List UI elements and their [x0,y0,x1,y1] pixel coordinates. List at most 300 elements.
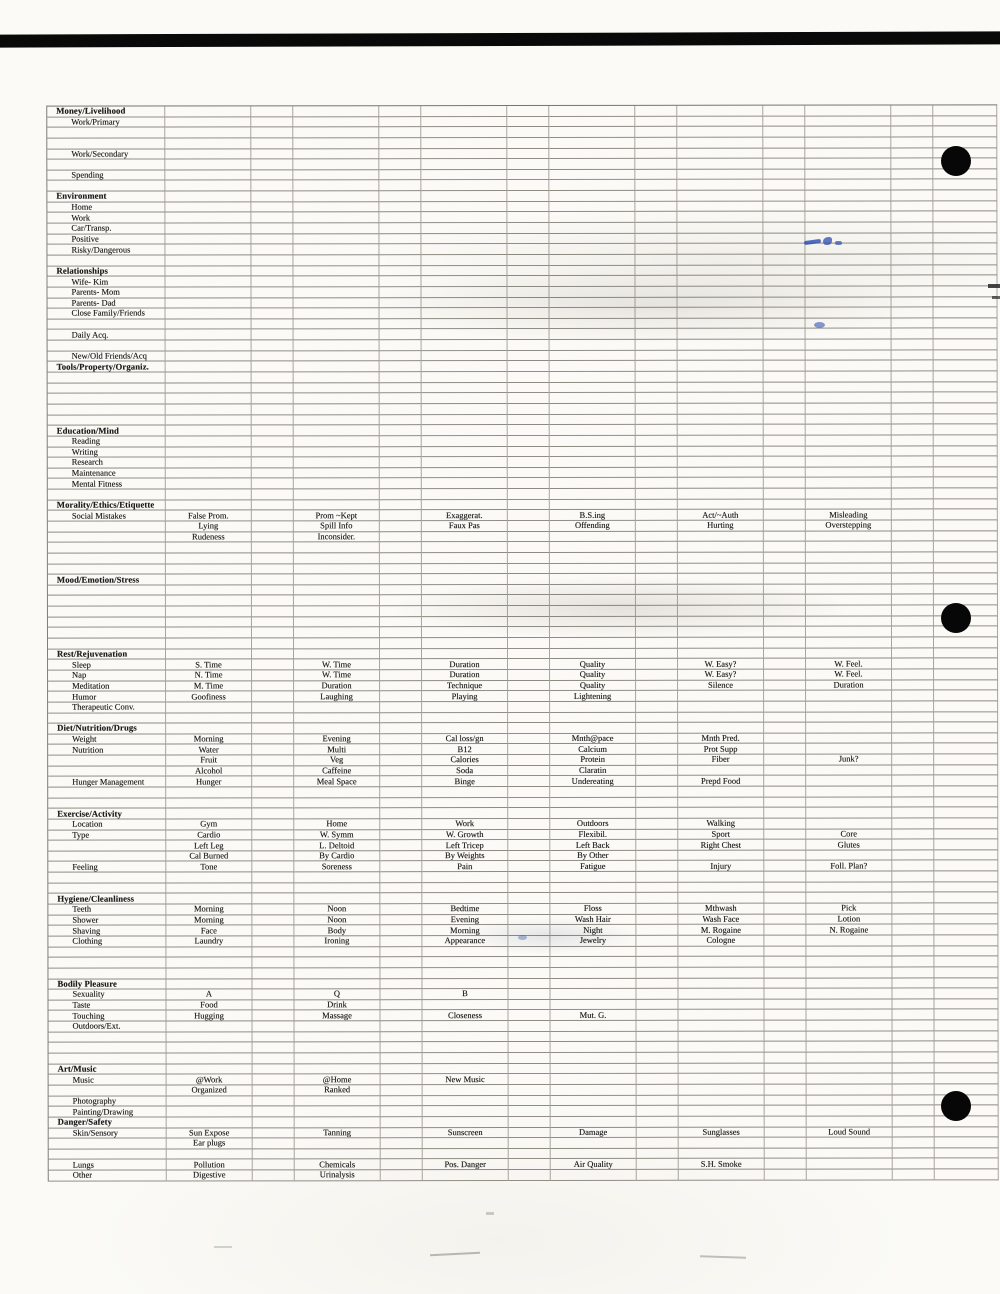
spacer-cell [764,425,806,436]
value-cell [678,350,764,361]
spacer-cell [635,191,677,202]
spacer-cell [636,340,678,351]
spacer-cell [892,499,934,510]
value-cell: Mthwash [678,904,764,915]
spacer-cell [764,393,806,404]
spacer-cell [636,957,678,968]
row-label: Parents- Mom [48,287,166,298]
value-cell [549,159,635,170]
section-header: Bodily Pleasure [48,979,166,990]
value-cell [550,446,636,457]
spacer-cell [892,361,934,372]
spacer-cell [636,1000,678,1011]
value-cell [295,1149,381,1160]
value-cell [806,308,892,319]
value-cell [677,212,763,223]
spacer-cell [379,266,421,277]
value-cell [806,574,892,585]
section-header: Money/Livelihood [47,106,165,117]
spacer-cell [636,946,678,957]
spacer-cell [635,223,677,234]
section-header: Danger/Safety [49,1117,167,1128]
value-cell [294,702,380,713]
spacer-cell [765,1053,807,1064]
value-cell [806,935,892,946]
spacer-cell [765,1085,807,1096]
spacer-cell [508,712,550,723]
value-cell [166,351,252,362]
value-cell [550,797,636,808]
spacer-cell [508,606,550,617]
spacer-cell [636,542,678,553]
spacer-cell [764,850,806,861]
spacer-cell [764,733,806,744]
value-cell [295,1106,381,1117]
value-cell [806,393,892,404]
value-cell [423,1085,509,1096]
value-cell [678,595,764,606]
spacer-cell [764,457,806,468]
spacer-cell [636,446,678,457]
spacer-cell [636,925,678,936]
spacer-cell [891,148,933,159]
spacer-cell [893,1010,935,1021]
spacer-cell [763,116,805,127]
value-cell [422,883,508,894]
spacer-cell [380,659,422,670]
value-cell [550,978,636,989]
value-cell [549,106,635,117]
spacer-cell [892,616,934,627]
value-cell [678,436,764,447]
value-cell [806,403,892,414]
spacer-cell [764,606,806,617]
spacer-cell [508,936,550,947]
spacer-cell [380,340,422,351]
end-cell [934,478,998,489]
spacer-cell [508,457,550,468]
spacer-cell [252,670,294,681]
spacer-cell [636,904,678,915]
value-cell [806,989,892,1000]
spacer-cell [763,180,805,191]
value-cell [422,798,508,809]
row-label: Home [47,202,165,213]
end-cell [934,584,998,595]
spacer-cell [252,755,294,766]
value-cell [805,244,891,255]
spacer-cell [379,106,421,117]
spacer-cell [764,893,806,904]
spacer-cell [380,468,422,479]
spacer-cell [252,1000,294,1011]
spacer-cell [508,957,550,968]
value-cell: Ironing [294,936,380,947]
end-cell [934,520,998,531]
value-cell [550,946,636,957]
spacer-cell [508,361,550,372]
value-cell [167,1149,253,1160]
spacer-cell [636,680,678,691]
spacer-cell [892,861,934,872]
row-label: Research [48,458,166,469]
value-cell [423,1117,509,1128]
spacer-cell [508,574,550,585]
value-cell: Closeness [423,1010,509,1021]
row-label [48,787,166,798]
value-cell [293,202,379,213]
spacer-cell [509,1096,551,1107]
value-cell [805,169,891,180]
value-cell: Water [166,745,252,756]
section-header: Diet/Nutrition/Drugs [48,724,166,735]
spacer-cell [764,744,806,755]
value-cell [549,202,635,213]
spacer-cell [892,755,934,766]
spacer-cell [764,510,806,521]
spacer-cell [892,340,934,351]
end-cell [933,180,997,191]
value-cell: Home [294,819,380,830]
value-cell [677,127,763,138]
spacer-cell [635,138,677,149]
spacer-cell [636,968,678,979]
spacer-cell [508,468,550,479]
value-cell [423,1053,509,1064]
spacer-cell [508,585,550,596]
spacer-cell [380,840,422,851]
value-cell [807,1138,893,1149]
row-label: Work [47,213,165,224]
value-cell: W. Growth [422,830,508,841]
value-cell [421,159,507,170]
value-cell [679,1074,765,1085]
value-cell [805,265,891,276]
spacer-cell [891,169,933,180]
value-cell [294,883,380,894]
value-cell [806,286,892,297]
spacer-cell [253,1160,295,1171]
value-cell: Wash Hair [550,915,636,926]
spacer-cell [508,649,550,660]
spacer-cell [892,542,934,553]
spacer-cell [636,893,678,904]
end-cell [933,254,997,265]
value-cell [294,638,380,649]
value-cell: Morning [422,925,508,936]
value-cell [166,787,252,798]
value-cell [806,712,892,723]
spacer-cell [764,329,806,340]
value-cell [294,649,380,660]
value-cell [422,436,508,447]
spacer-cell [380,415,422,426]
spacer-cell [253,1032,295,1043]
row-label: Social Mistakes [48,511,166,522]
spacer-cell [252,500,294,511]
value-cell: Pos. Danger [423,1159,509,1170]
value-cell: Overstepping [806,520,892,531]
value-cell [294,596,380,607]
value-cell: Evening [294,734,380,745]
value-cell [678,616,764,627]
spacer-cell [892,978,934,989]
value-cell [422,649,508,660]
spacer-cell [252,447,294,458]
value-cell [806,425,892,436]
spacer-cell [509,1106,551,1117]
value-cell [806,552,892,563]
spacer-cell [508,595,550,606]
spacer-cell [381,1032,423,1043]
value-cell: Fruit [166,755,252,766]
spacer-cell [636,319,678,330]
value-cell [421,266,507,277]
end-cell [934,318,998,329]
spacer-cell [893,1095,935,1106]
spacer-cell [252,989,294,1000]
spacer-cell [892,531,934,542]
section-header: Mood/Emotion/Stress [48,575,166,586]
end-cell [934,371,998,382]
spacer-cell [252,830,294,841]
spacer-cell [253,1075,295,1086]
spacer-cell [636,872,678,883]
value-cell [805,148,891,159]
spacer-cell [508,861,550,872]
value-cell [550,425,636,436]
spacer-cell [893,1169,935,1180]
end-cell [934,308,998,319]
value-cell: Appearance [422,936,508,947]
spacer-cell [764,978,806,989]
spacer-cell [251,149,293,160]
spacer-cell [765,1170,807,1181]
value-cell: W. Easy? [678,659,764,670]
value-cell [165,213,251,224]
spacer-cell [765,1063,807,1074]
spacer-cell [892,723,934,734]
value-cell [165,223,251,234]
value-cell: Soreness [294,862,380,873]
spacer-cell [891,201,933,212]
spacer-cell [252,904,294,915]
spacer-cell [637,1063,679,1074]
spacer-cell [892,701,934,712]
spacer-cell [379,223,421,234]
value-cell [806,489,892,500]
spacer-cell [380,393,422,404]
value-cell [421,127,507,138]
spacer-cell [252,713,294,724]
spacer-cell [507,202,549,213]
row-label [48,596,166,607]
value-cell [165,255,251,266]
end-cell [934,893,998,904]
value-cell: Morning [166,915,252,926]
spacer-cell [381,1053,423,1064]
end-cell [934,669,998,680]
spacer-cell [892,563,934,574]
spacer-cell [380,766,422,777]
spacer-cell [637,1032,679,1043]
spacer-cell [508,904,550,915]
row-label: Clothing [48,936,166,947]
value-cell [294,330,380,341]
value-cell [678,957,764,968]
spacer-cell [507,159,549,170]
value-cell [166,447,252,458]
spacer-cell [507,170,549,181]
row-label: Daily Acq. [48,330,166,341]
value-cell [294,574,380,585]
spacer-cell [764,999,806,1010]
value-cell [295,1138,381,1149]
value-cell: Quality [550,659,636,670]
spacer-cell [381,1074,423,1085]
value-cell [423,1021,509,1032]
value-cell [294,425,380,436]
value-cell: Silence [678,680,764,691]
value-cell [550,883,636,894]
spacer-cell [379,127,421,138]
spacer-cell [636,829,678,840]
value-cell [422,468,508,479]
spacer-cell [765,1031,807,1042]
value-cell [549,255,635,266]
spacer-cell [252,894,294,905]
spacer-cell [252,553,294,564]
end-cell [934,350,998,361]
value-cell [551,1063,637,1074]
spacer-cell [251,245,293,256]
spacer-cell [891,244,933,255]
table-row [49,1169,999,1181]
value-cell [165,138,251,149]
row-label: Risky/Dangerous [47,245,165,256]
value-cell [806,446,892,457]
spacer-cell [637,1106,679,1117]
spacer-cell [379,202,421,213]
value-cell: By Weights [422,851,508,862]
value-cell: Bedtime [422,904,508,915]
end-cell [934,691,998,702]
value-cell: Air Quality [551,1159,637,1170]
spacer-cell [764,723,806,734]
spacer-cell [637,1021,679,1032]
value-cell [167,1021,253,1032]
spacer-cell [893,1084,935,1095]
spacer-cell [892,989,934,1000]
row-label: Other [49,1171,167,1182]
spacer-cell [380,308,422,319]
value-cell [806,797,892,808]
value-cell [166,564,252,575]
end-cell [933,222,997,233]
value-cell [294,436,380,447]
spacer-cell [507,149,549,160]
spacer-cell [380,702,422,713]
value-cell [678,627,764,638]
end-cell [934,850,998,861]
spacer-cell [892,329,934,340]
hole-punch [941,1091,971,1121]
spacer-cell [636,691,678,702]
spacer-cell [507,244,549,255]
row-label [48,415,166,426]
spacer-cell [509,1021,551,1032]
spacer-cell [252,798,294,809]
value-cell: Left Back [550,840,636,851]
value-cell [166,479,252,490]
spacer-cell [764,478,806,489]
end-cell [934,712,998,723]
spacer-cell [252,319,294,330]
hole-punch [941,146,971,176]
spacer-cell [636,489,678,500]
spacer-cell [636,553,678,564]
spacer-cell [636,808,678,819]
spacer-cell [251,170,293,181]
value-cell [551,1021,637,1032]
value-cell: Wash Face [678,914,764,925]
spacer-cell [892,882,934,893]
value-cell [422,957,508,968]
value-cell [550,531,636,542]
value-cell [550,872,636,883]
spacer-cell [892,659,934,670]
value-cell: Hurting [678,521,764,532]
spacer-cell [507,180,549,191]
spacer-cell [508,393,550,404]
row-label: Car/Transp. [47,224,165,235]
spacer-cell [508,734,550,745]
end-cell [934,361,998,372]
row-label: Taste [48,1000,166,1011]
spacer-cell [252,862,294,873]
value-cell: Act/~Auth [678,510,764,521]
value-cell [806,414,892,425]
spacer-cell [764,691,806,702]
value-cell [807,1042,893,1053]
row-label [47,128,165,139]
row-label: Feeling [48,862,166,873]
spacer-cell [252,394,294,405]
row-label: Work/Secondary [47,149,165,160]
end-cell [934,542,998,553]
value-cell [422,425,508,436]
row-label [49,1043,167,1054]
spacer-cell [508,564,550,575]
spacer-cell [252,330,294,341]
value-cell: A [166,990,252,1001]
value-cell: S.H. Smoke [679,1159,765,1170]
value-cell [295,1021,381,1032]
spacer-cell [381,1160,423,1171]
section-header: Hygiene/Cleanliness [48,894,166,905]
spacer-cell [637,1042,679,1053]
value-cell [678,638,764,649]
spacer-cell [508,617,550,628]
value-cell [550,968,636,979]
spacer-cell [891,233,933,244]
value-cell [807,1106,893,1117]
spacer-cell [381,1138,423,1149]
value-cell [422,361,508,372]
value-cell [806,765,892,776]
value-cell [293,213,379,224]
spacer-cell [764,829,806,840]
